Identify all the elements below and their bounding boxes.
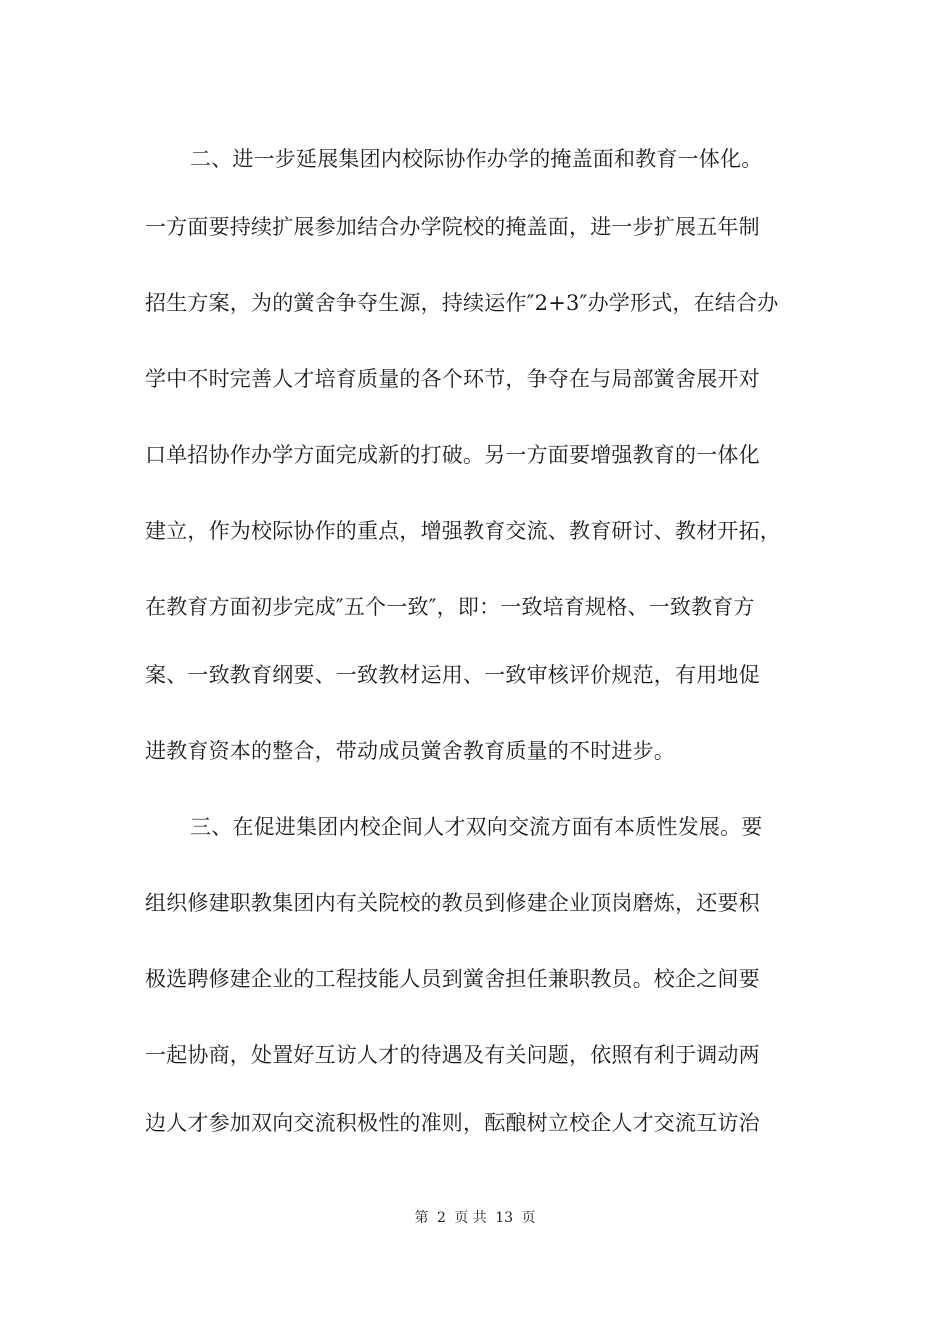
text-line: 在教育方面初步完成″五个一致″，即：一致培育规格、一致教育方 <box>145 595 755 619</box>
text-line: 组织修建职教集团内有关院校的教员到修建企业顶岗磨炼，还要积 <box>145 891 760 915</box>
footer-suffix: 页 <box>521 1210 536 1226</box>
page-number-footer <box>0 1208 950 1228</box>
text-line: 案、一致教育纲要、一致教材运用、一致审核评价规范，有用地促 <box>145 663 760 687</box>
text-line: 招生方案，为的黉舍争夺生源，持续运作″2+3″办学形式，在结合办 <box>145 291 779 315</box>
paragraph-3-heading-line: 三、在促进集团内校企间人才双向交流方面有本质性发展。要 <box>190 815 763 839</box>
paragraph-2-heading-line: 二、进一步延展集团内校际协作办学的掩盖面和教育一体化。 <box>190 147 763 171</box>
text-line: 口单招协作办学方面完成新的打破。另一方面要增强教育的一体化 <box>145 443 760 467</box>
text-line: 一方面要持续扩展参加结合办学院校的掩盖面，进一步扩展五年制 <box>145 215 760 239</box>
text-line: 一起协商，处置好互访人才的待遇及有关问题，依照有利于调动两 <box>145 1043 760 1067</box>
footer-middle: 页 共 <box>454 1210 487 1226</box>
current-page-number: 2 <box>436 1210 446 1226</box>
text-line: 学中不时完善人才培育质量的各个环节，争夺在与局部黉舍展开对 <box>145 367 760 391</box>
total-page-count: 13 <box>495 1210 514 1226</box>
text-line: 边人才参加双向交流积极性的准则，酝酿树立校企人才交流互访治 <box>145 1111 760 1135</box>
footer-prefix: 第 <box>414 1210 429 1226</box>
text-line: 建立，作为校际协作的重点，增强教育交流、教育研讨、教材开拓， <box>145 519 781 543</box>
text-line: 极选聘修建企业的工程技能人员到黉舍担任兼职教员。校企之间要 <box>145 967 760 991</box>
text-line: 进教育资本的整合，带动成员黉舍教育质量的不时进步。 <box>145 739 675 763</box>
